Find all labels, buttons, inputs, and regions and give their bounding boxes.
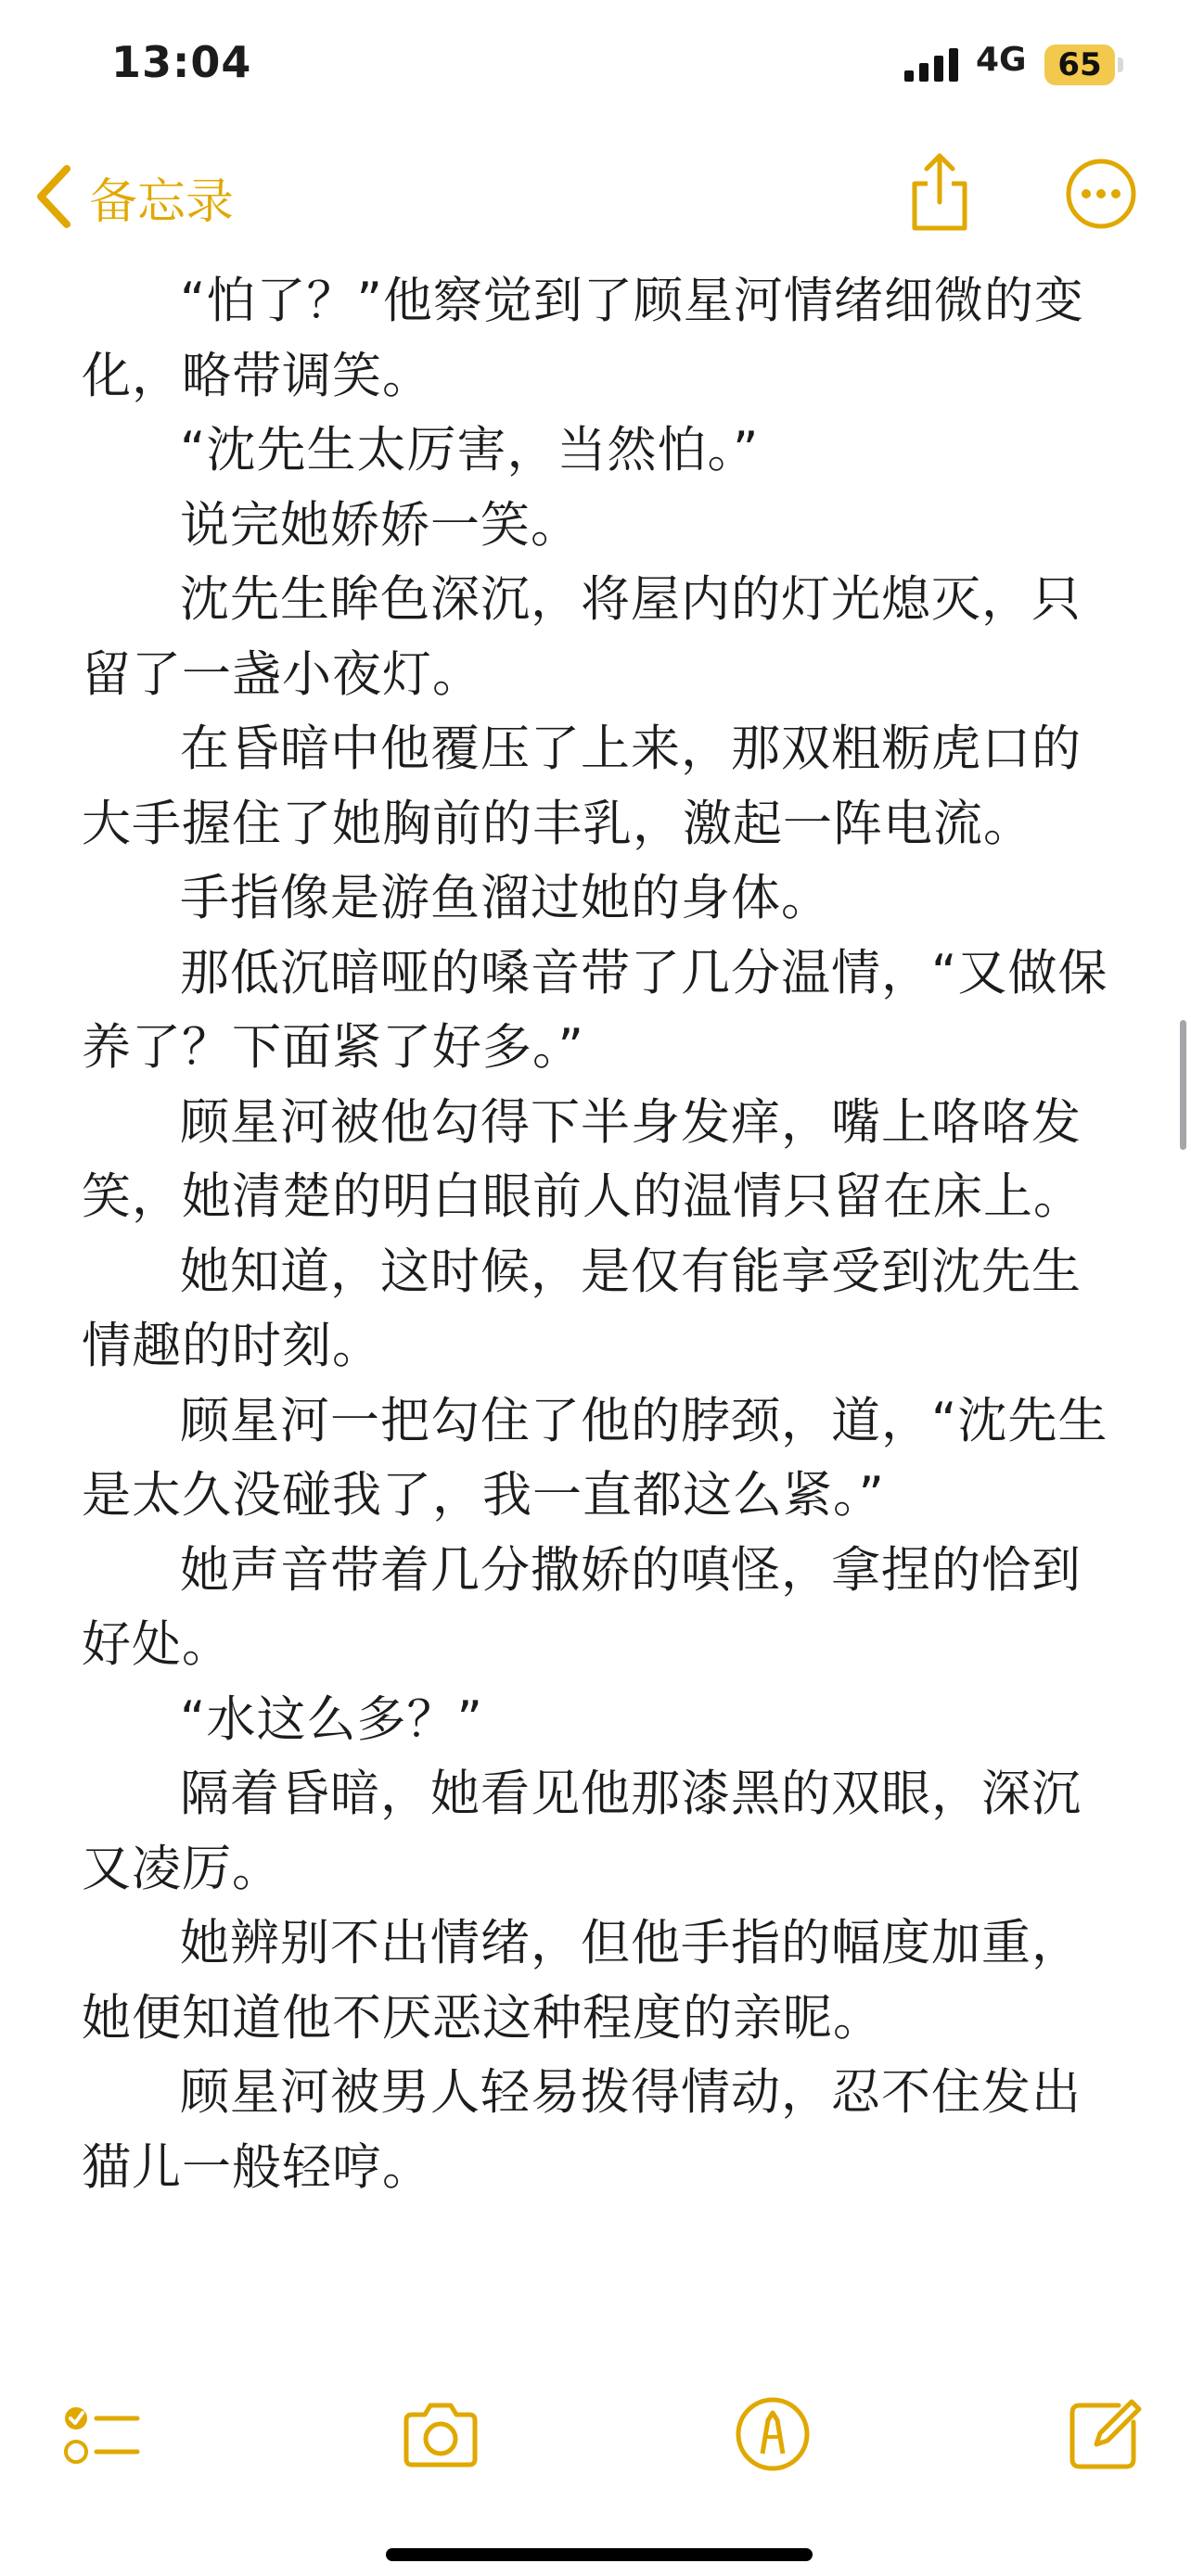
back-button[interactable] xyxy=(35,159,234,234)
note-paragraph: 说完她娇娇一笑。 xyxy=(180,496,581,554)
note-paragraph: “水这么多？” xyxy=(180,1690,483,1748)
note-paragraph: 她辨别不出情绪，但他手指的幅度加重，她便知道他不厌恶这种程度的亲昵。 xyxy=(82,1915,1082,2047)
note-paragraph: “怕了？”他察觉到了顾星河情绪细微的变化，略带调笑。 xyxy=(82,273,1084,404)
share-icon[interactable] xyxy=(907,150,972,234)
note-paragraph: 顾星河被男人轻易拨得情动，忍不住发出猫儿一般轻哼。 xyxy=(82,2064,1082,2196)
note-paragraph: 顾星河一把勾住了他的脖颈，道，“沈先生是太久没碰我了，我一直都这么紧。” xyxy=(82,1392,1108,1524)
note-paragraph: 她知道，这时候，是仅有能享受到沈先生情趣的时刻。 xyxy=(82,1243,1082,1374)
note-paragraph: 沈先生眸色深沉，将屋内的灯光熄灭，只留了一盏小夜灯。 xyxy=(82,571,1082,703)
battery-tip xyxy=(1118,57,1123,72)
back-label: 备忘录 xyxy=(89,173,235,230)
cellular-signal-icon xyxy=(904,48,962,82)
note-body[interactable] xyxy=(82,264,1111,2205)
note-paragraph: “沈先生太厉害，当然怕。” xyxy=(180,422,760,478)
battery-level: 65 xyxy=(1057,46,1102,83)
camera-icon[interactable] xyxy=(399,2392,482,2476)
note-paragraph: 顾星河被他勾得下半身发痒，嘴上咯咯发笑，她清楚的明白眼前人的温情只留在床上。 xyxy=(82,1093,1083,1225)
note-paragraph: 那低沉暗哑的嗓音带了几分温情，“又做保养了？下面紧了好多。” xyxy=(82,944,1108,1076)
status-bar xyxy=(0,0,1191,121)
navigation-bar xyxy=(0,139,1191,250)
home-indicator[interactable] xyxy=(386,2548,813,2561)
note-paragraph: 隔着昏暗，她看见他那漆黑的双眼，深沉又凌厉。 xyxy=(82,1766,1082,1897)
chevron-left-icon xyxy=(35,165,72,228)
status-time: 13:04 xyxy=(111,37,252,87)
note-paragraph: 她声音带着几分撒娇的嗔怪，拿捏的恰到好处。 xyxy=(82,1541,1082,1673)
markup-pen-icon[interactable] xyxy=(731,2392,814,2476)
note-paragraph: 在昏暗中他覆压了上来，那双粗粝虎口的大手握住了她胸前的丰乳，激起一阵电流。 xyxy=(82,721,1082,852)
checklist-icon[interactable] xyxy=(58,2392,141,2476)
network-type: 4G xyxy=(976,41,1027,79)
ellipsis-circle-icon[interactable] xyxy=(1065,158,1137,230)
battery-icon xyxy=(1044,45,1115,85)
compose-icon[interactable] xyxy=(1063,2392,1146,2476)
bottom-toolbar xyxy=(0,2383,1191,2485)
scroll-indicator[interactable] xyxy=(1180,1020,1186,1150)
note-paragraph: 手指像是游鱼溜过她的身体。 xyxy=(180,870,831,926)
